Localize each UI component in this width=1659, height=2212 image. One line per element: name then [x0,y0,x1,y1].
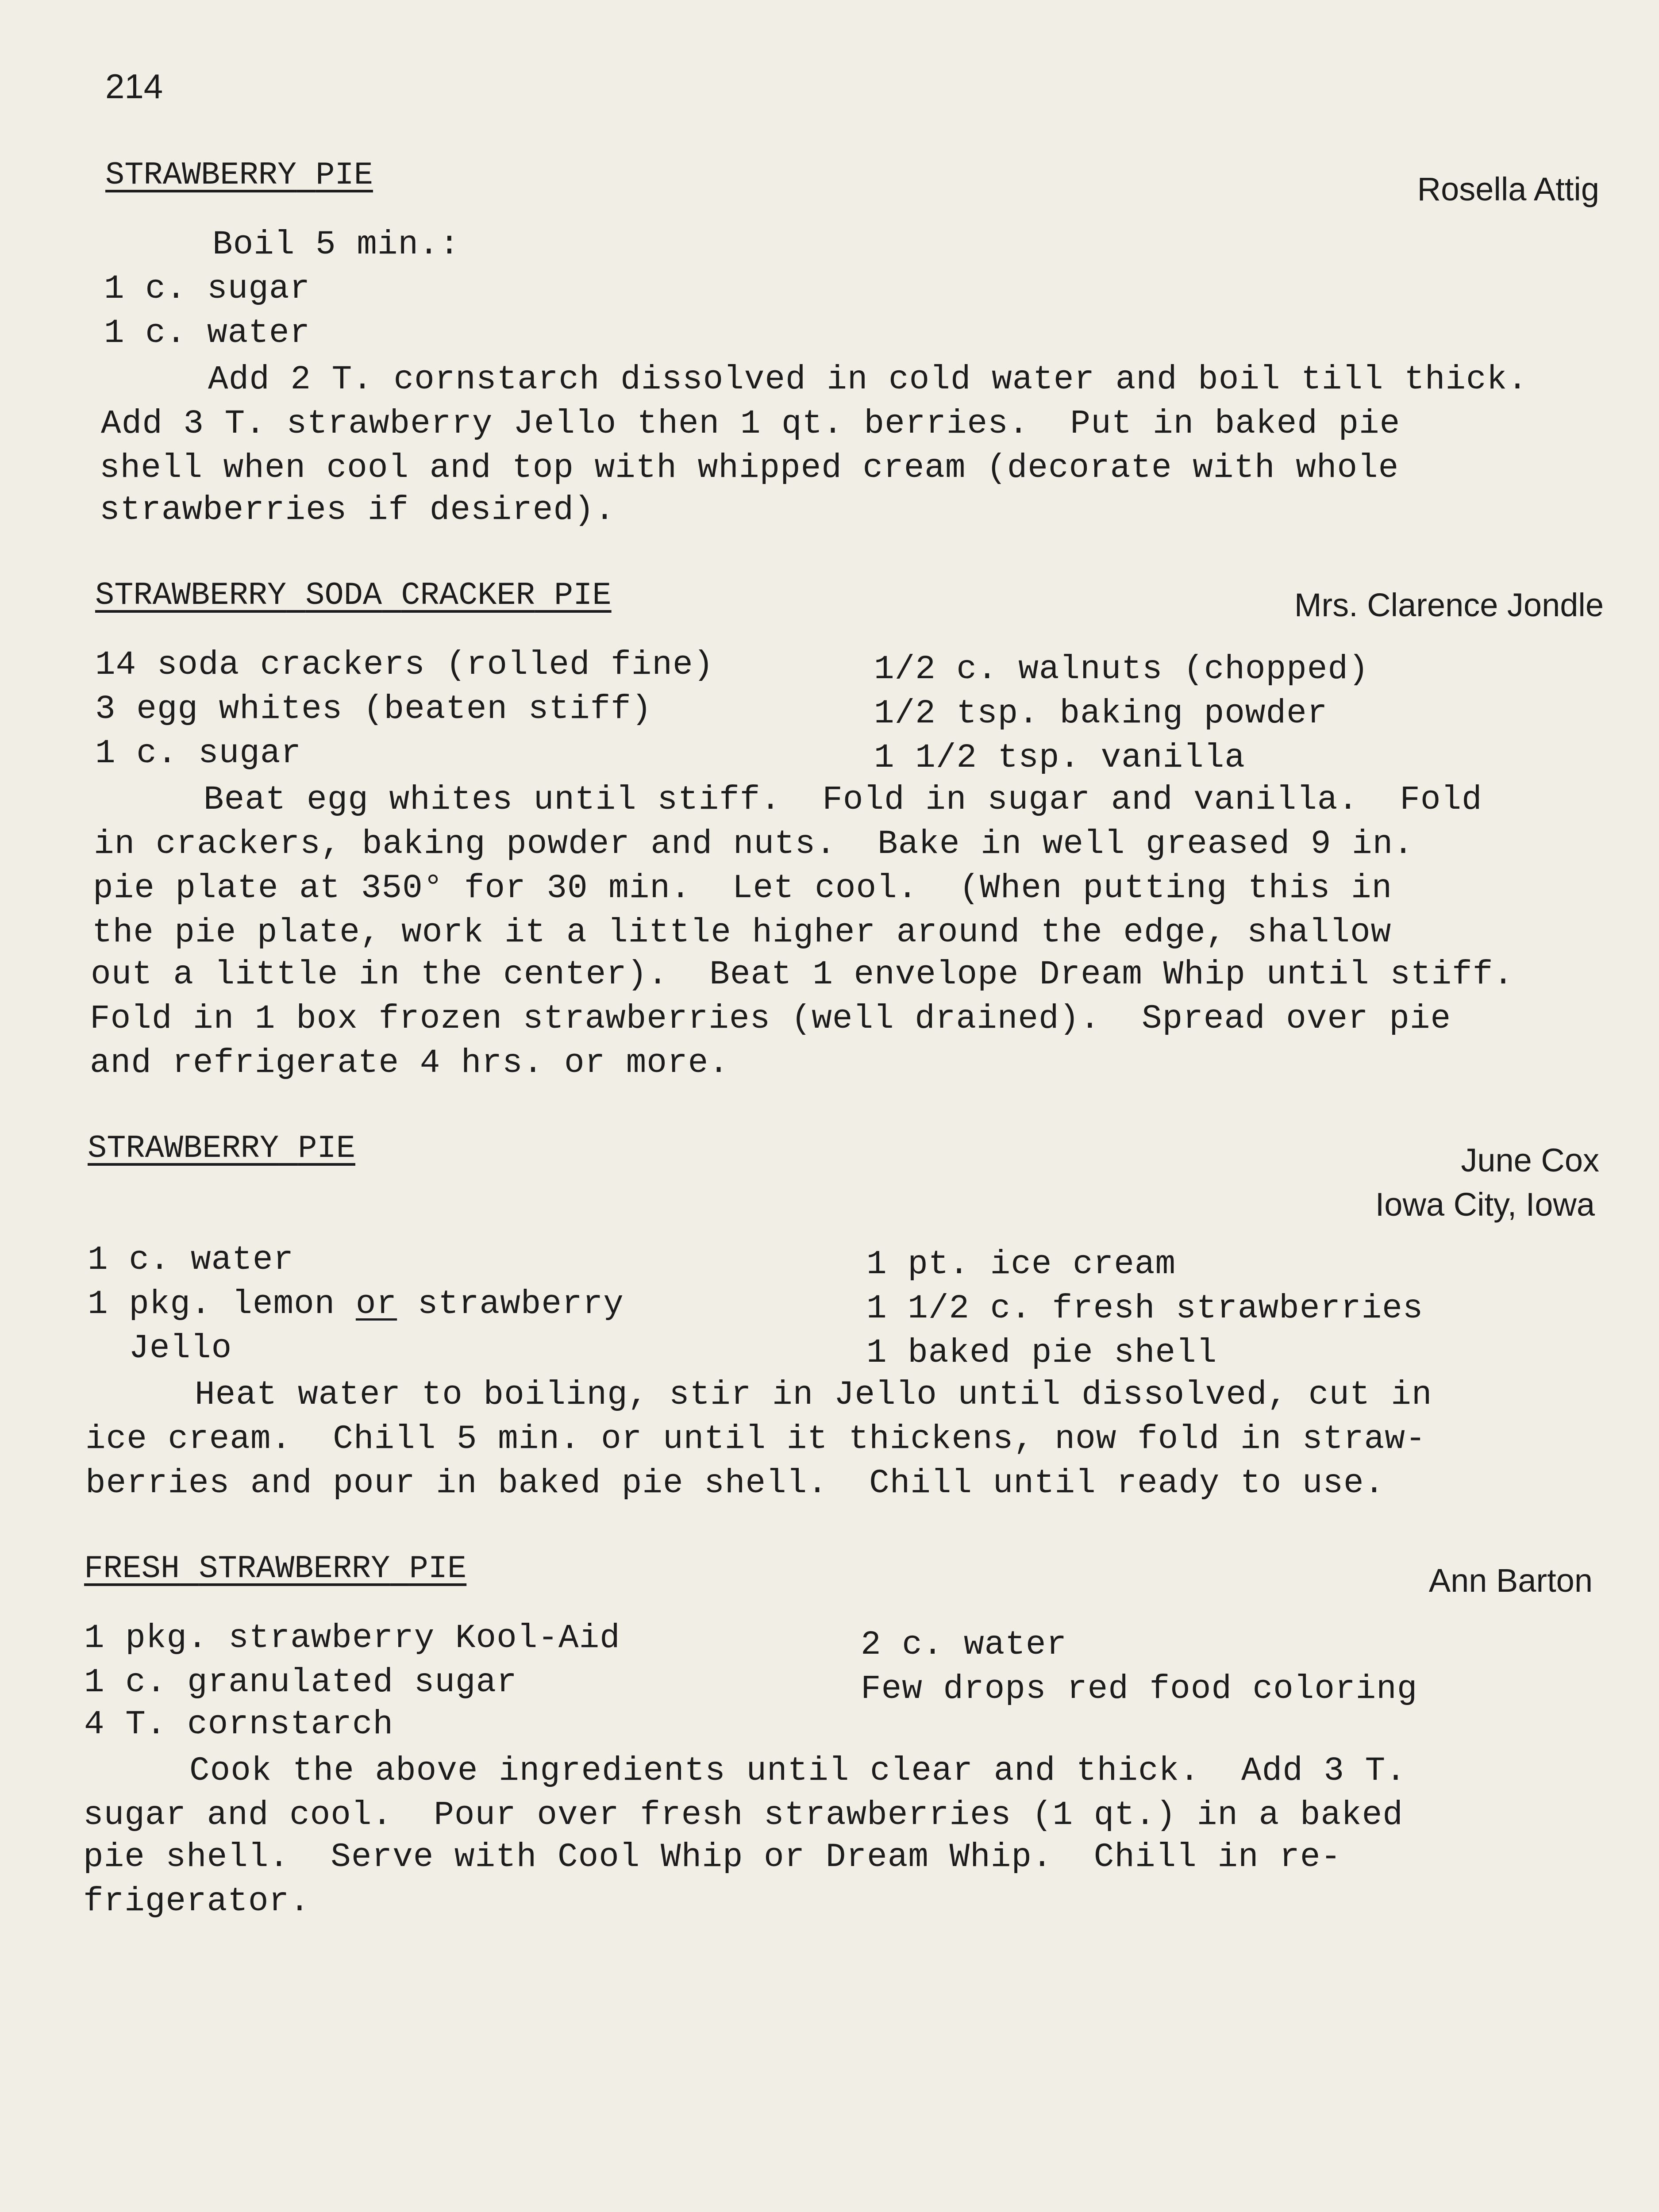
title-word: STRAWBERRY [95,577,287,614]
ingredient-left: 14 soda crackers (rolled fine) [95,646,714,684]
direction-line: Add 3 T. strawberry Jello then 1 qt. berries. Put in baked pie [101,405,1401,443]
ingredient-emphasis: or [355,1285,397,1323]
ingredient-right: Few drops red food coloring [861,1670,1418,1708]
direction-line: sugar and cool. Pour over fresh strawberries (1 qt.) in a baked [83,1796,1403,1834]
ingredient-right: 1 pt. ice cream [866,1245,1176,1283]
ingredient-line: Boil 5 min.: [212,226,460,264]
direction-line: strawberries if desired). [100,491,616,529]
direction-line: Cook the above ingredients until clear and thick. Add 3 T. [189,1752,1406,1790]
direction-line: and refrigerate 4 hrs. or more. [90,1044,729,1082]
ingredient-right: 1 1/2 c. fresh strawberries [866,1290,1424,1328]
ingredient-left: 1 pkg. strawberry Kool-Aid [84,1619,620,1657]
direction-line: shell when cool and top with whipped cream (decorate with whole [100,449,1399,487]
ingredient-right: 1/2 tsp. baking powder [874,695,1328,733]
direction-line: ice cream. Chill 5 min. or until it thickens, now fold in straw- [85,1420,1426,1458]
title-word: SODA [305,577,382,614]
ingredient-right: 1/2 c. walnuts (chopped) [874,650,1369,688]
recipe-author-location: Iowa City, Iowa [1375,1186,1595,1223]
recipe-title [105,157,373,193]
direction-line: Add 2 T. cornstarch dissolved in cold water and boil till thick. [208,361,1528,399]
direction-line: in crackers, baking powder and nuts. Bake in well greased 9 in. [94,825,1414,863]
title-word: STRAWBERRY [199,1551,390,1587]
ingredient-left: 1 c. water [88,1241,294,1279]
direction-line: Fold in 1 box frozen strawberries (well drained). Spread over pie [90,1000,1451,1038]
ingredient-left: Jello [88,1329,232,1367]
direction-line: berries and pour in baked pie shell. Chill until ready to use. [85,1464,1385,1502]
title-word: STRAWBERRY [88,1130,279,1167]
ingredient-left: 1 c. sugar [95,734,302,772]
direction-line: pie shell. Serve with Cool Whip or Dream Whip. Chill in re- [83,1838,1342,1876]
direction-line: Heat water to boiling, stir in Jello until dissolved, cut in [195,1376,1432,1414]
ingredient-line: 1 c. sugar [104,270,311,308]
direction-line: pie plate at 350° for 30 min. Let cool. (When putting this in [93,869,1393,907]
ingredient-right: 2 c. water [861,1626,1067,1664]
ingredient-left: 4 T. cornstarch [84,1705,394,1743]
title-word: PIE [316,157,373,193]
recipe-title [84,1551,466,1587]
ingredient-text: 1 pkg. lemon [88,1285,356,1323]
recipe-title [88,1130,355,1167]
ingredient-left: 3 egg whites (beaten stiff) [95,690,652,728]
ingredient-text: strawberry [397,1285,624,1323]
ingredient-left [88,1285,624,1323]
direction-line: the pie plate, work it a little higher around the edge, shallow [92,914,1392,952]
recipe-title [95,577,612,614]
title-word: CRACKER [401,577,535,614]
ingredient-right: 1 1/2 tsp. vanilla [874,739,1245,777]
direction-line: out a little in the center). Beat 1 envelope Dream Whip until stiff. [91,956,1514,994]
recipe-author: Ann Barton [1428,1562,1593,1599]
ingredient-left: 1 c. granulated sugar [84,1663,517,1701]
page-number: 214 [105,67,163,106]
title-word: FRESH [84,1551,180,1587]
title-word: PIE [409,1551,467,1587]
recipe-author: June Cox [1461,1142,1599,1179]
ingredient-line: 1 c. water [104,314,311,352]
title-word: PIE [298,1130,355,1167]
title-word: PIE [554,577,612,614]
title-word: STRAWBERRY [105,157,297,193]
direction-line: Beat egg whites until stiff. Fold in sugar and vanilla. Fold [204,781,1482,819]
recipe-author: Rosella Attig [1417,171,1599,207]
ingredient-right: 1 baked pie shell [866,1334,1217,1372]
recipe-author: Mrs. Clarence Jondle [1294,587,1604,623]
direction-line: frigerator. [83,1882,310,1920]
